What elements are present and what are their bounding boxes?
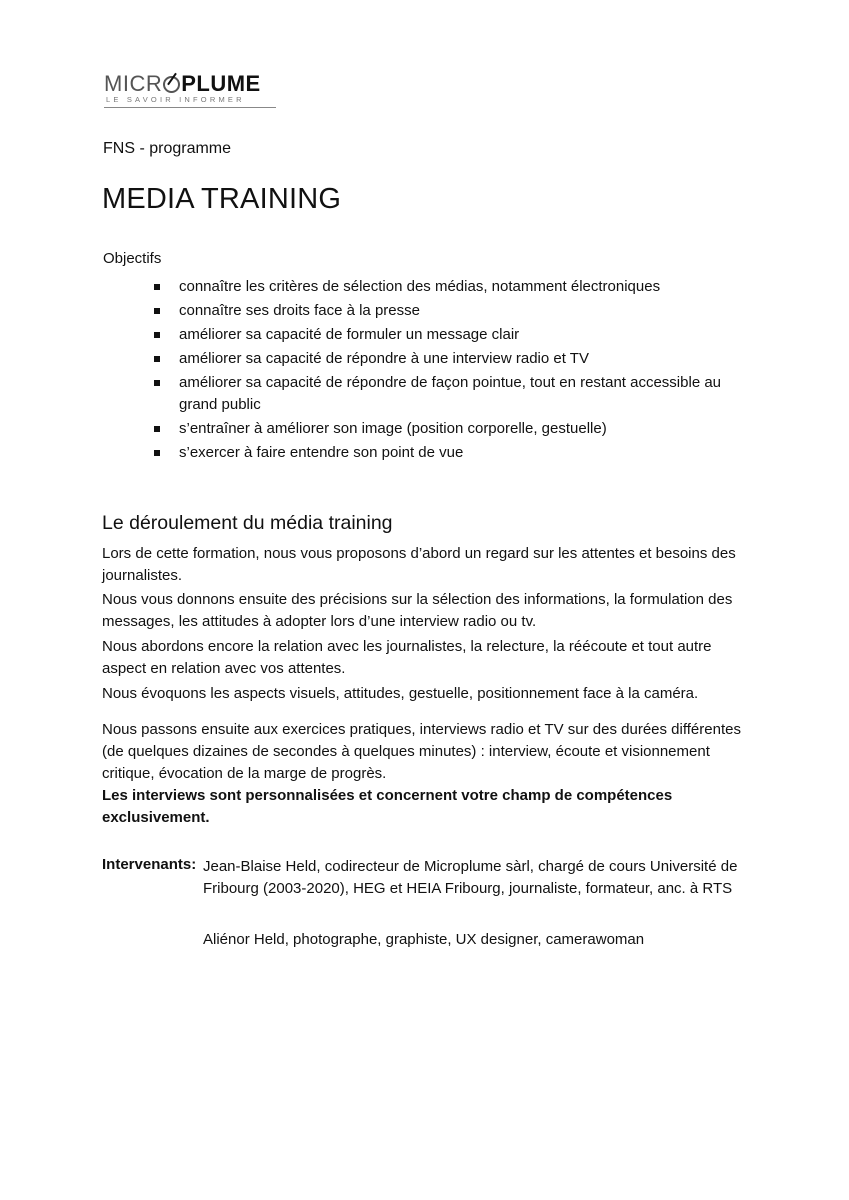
document-title: MEDIA TRAINING: [102, 183, 342, 215]
logo-wordmark: [104, 72, 261, 96]
paragraph: Nous abordons encore la relation avec les journalistes, la relecture, la réécoute et tout autre aspect en relation avec vos attentes.: [102, 638, 712, 677]
list-item: améliorer sa capacité de répondre à une interview radio et TV: [152, 348, 752, 370]
paragraph: Nous passons ensuite aux exercices pratiques, interviews radio et TV sur des durées différentes (de quelques dizaines de secondes à quelques minutes) : interview, écoute et visionnement critique, évocation de la marge de progrès.: [102, 721, 741, 782]
objectives-list: [152, 276, 752, 466]
paragraph: Lors de cette formation, nous vous proposons d’abord un regard sur les attentes et besoins des journalistes.: [102, 545, 736, 584]
speaker-entry: Jean-Blaise Held, codirecteur de Microplume sàrl, chargé de cours Université de Fribourg (2003-2020), HEG et HEIA Fribourg, journaliste, formateur, anc. à RTS: [203, 858, 738, 897]
speaker-entry: Aliénor Held, photographe, graphiste, UX designer, camerawoman: [203, 931, 645, 948]
microplume-logo: [104, 72, 278, 112]
section-heading: Le déroulement du média training: [102, 512, 393, 534]
logo-underline: [104, 107, 276, 108]
list-item: améliorer sa capacité de répondre de façon pointue, tout en restant accessible au grand public: [152, 372, 752, 416]
objectives-heading: Objectifs: [103, 250, 162, 267]
document-subtitle: FNS - programme: [103, 140, 232, 157]
list-item: s’exercer à faire entendre son point de vue: [152, 442, 752, 464]
speakers-label: Intervenants:: [102, 856, 197, 873]
logo-o-pen-icon: [163, 76, 180, 93]
paragraph: Nous évoquons les aspects visuels, attitudes, gestuelle, positionnement face à la caméra.: [102, 685, 699, 702]
logo-tagline: LE SAVOIR INFORMER: [106, 95, 245, 104]
list-item: s’entraîner à améliorer son image (position corporelle, gestuelle): [152, 418, 752, 440]
list-item: connaître les critères de sélection des médias, notamment électroniques: [152, 276, 752, 298]
logo-brand-light: MICR: [104, 71, 163, 96]
logo-brand-bold: PLUME: [181, 71, 261, 96]
list-item: améliorer sa capacité de formuler un message clair: [152, 324, 752, 346]
paragraph: Nous vous donnons ensuite des précisions sur la sélection des informations, la formulation des messages, les attitudes à adopter lors d’une interview radio ou tv.: [102, 591, 733, 630]
emphasis-paragraph: Les interviews sont personnalisées et concernent votre champ de compétences exclusivement.: [102, 787, 673, 826]
list-item: connaître ses droits face à la presse: [152, 300, 752, 322]
